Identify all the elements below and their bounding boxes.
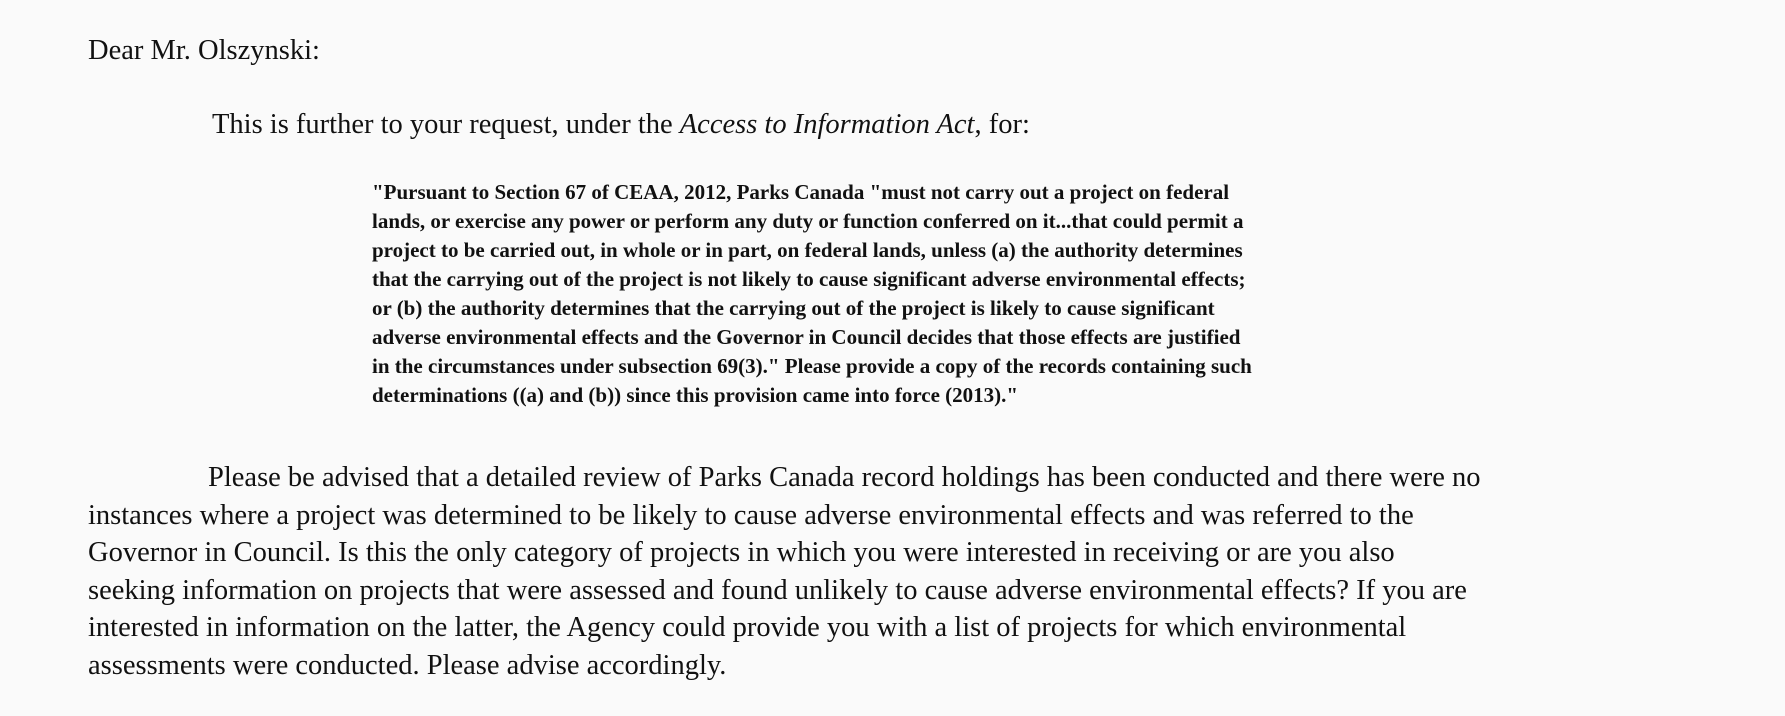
salutation: Dear Mr. Olszynski:	[88, 35, 320, 66]
response-line: Governor in Council. Is this the only category of projects in which you were interested in receiving or are you also	[88, 537, 1395, 568]
quoted-request-line: project to be carried out, in whole or in part, on federal lands, unless (a) the authority determines	[372, 238, 1243, 262]
quoted-request-line: "Pursuant to Section 67 of CEAA, 2012, Parks Canada "must not carry out a project on federal	[372, 180, 1230, 204]
response-line: Please be advised that a detailed review of Parks Canada record holdings has been conducted and there were no	[208, 462, 1481, 493]
quoted-request	[372, 178, 1472, 410]
act-title: Access to Information Act	[679, 109, 975, 140]
response-line: interested in information on the latter, the Agency could provide you with a list of projects for which environmental	[88, 612, 1407, 643]
quoted-request-line: in the circumstances under subsection 69(3)." Please provide a copy of the records containing such	[372, 354, 1252, 378]
intro-sentence	[212, 106, 1030, 144]
quoted-request-line: determinations ((a) and (b)) since this provision came into force (2013)."	[372, 383, 1019, 407]
response-line: assessments were conducted. Please advise accordingly.	[88, 649, 727, 681]
quoted-request-line: or (b) the authority determines that the carrying out of the project is likely to cause significant	[372, 296, 1215, 320]
response-paragraph	[88, 459, 1748, 684]
intro-text-after: , for:	[974, 109, 1030, 140]
quoted-request-line: that the carrying out of the project is not likely to cause significant adverse environmental effects;	[372, 267, 1246, 291]
intro-text-before: This is further to your request, under the	[212, 109, 680, 140]
quoted-request-line: adverse environmental effects and the Governor in Council decides that those effects are justified	[372, 325, 1241, 349]
response-line: seeking information on projects that were assessed and found unlikely to cause adverse environmental effects? If you are	[88, 574, 1467, 606]
response-line: instances where a project was determined to be likely to cause adverse environmental effects and was referred to the	[88, 499, 1414, 531]
quoted-request-line: lands, or exercise any power or perform any duty or function conferred on it...that could permit a	[372, 209, 1244, 233]
